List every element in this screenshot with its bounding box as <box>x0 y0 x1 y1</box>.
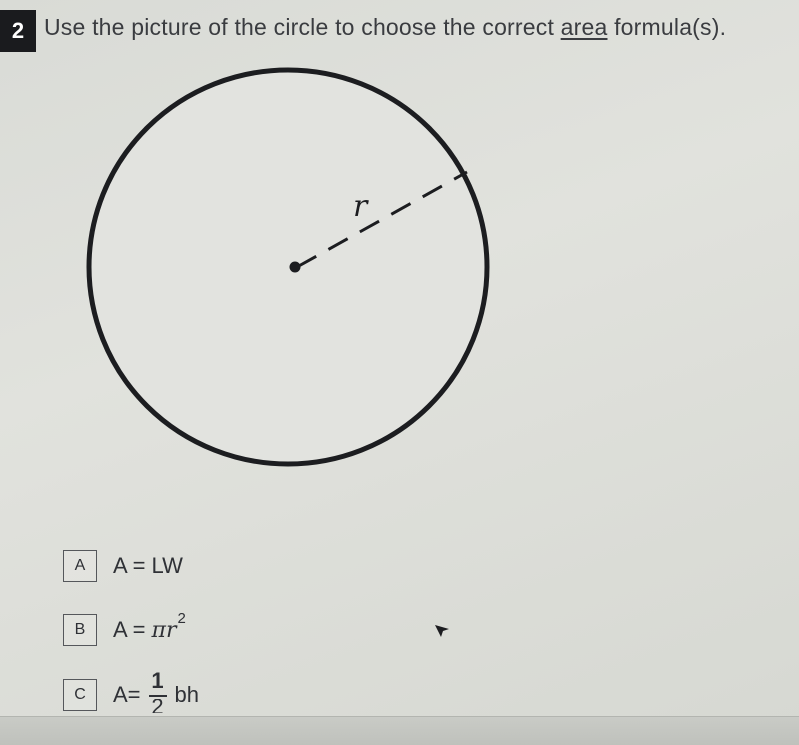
radius-label: r <box>353 189 368 224</box>
mouse-pointer-icon <box>432 622 452 642</box>
choice-b-exponent: 2 <box>177 609 186 627</box>
choice-a-letter-box[interactable]: A <box>63 550 97 582</box>
center-point <box>290 262 301 273</box>
choice-b-letter-box[interactable]: B <box>63 614 97 646</box>
question-number-badge: 2 <box>0 10 36 52</box>
choice-c-fraction-bar <box>149 695 167 697</box>
circle-figure <box>85 60 505 480</box>
choice-b-formula <box>113 609 186 643</box>
choice-c[interactable] <box>63 667 200 713</box>
choice-a-formula: A = LW <box>113 553 183 578</box>
choice-c-lhs: A= <box>113 682 141 707</box>
question-text <box>44 14 726 41</box>
circle-outline <box>89 70 487 464</box>
bottom-edge <box>0 716 799 745</box>
question-text-end: formula(s). <box>607 14 727 40</box>
question-text-emphasis: area <box>560 14 608 40</box>
choice-c-fraction-numerator: 1 <box>151 667 164 693</box>
choice-b[interactable] <box>63 609 186 647</box>
choice-c-formula <box>113 667 200 717</box>
choice-c-letter-box[interactable]: C <box>63 679 97 711</box>
choice-b-lhs: A = <box>113 617 152 642</box>
choice-c-fraction <box>149 667 167 713</box>
choice-c-rhs: bh <box>174 682 200 707</box>
choice-b-variable: πr <box>151 617 177 643</box>
question-text-start: Use the picture of the circle to choose the correct <box>44 14 561 40</box>
choice-c-fraction-denominator: 2 <box>151 698 164 713</box>
choice-a[interactable] <box>63 549 183 583</box>
